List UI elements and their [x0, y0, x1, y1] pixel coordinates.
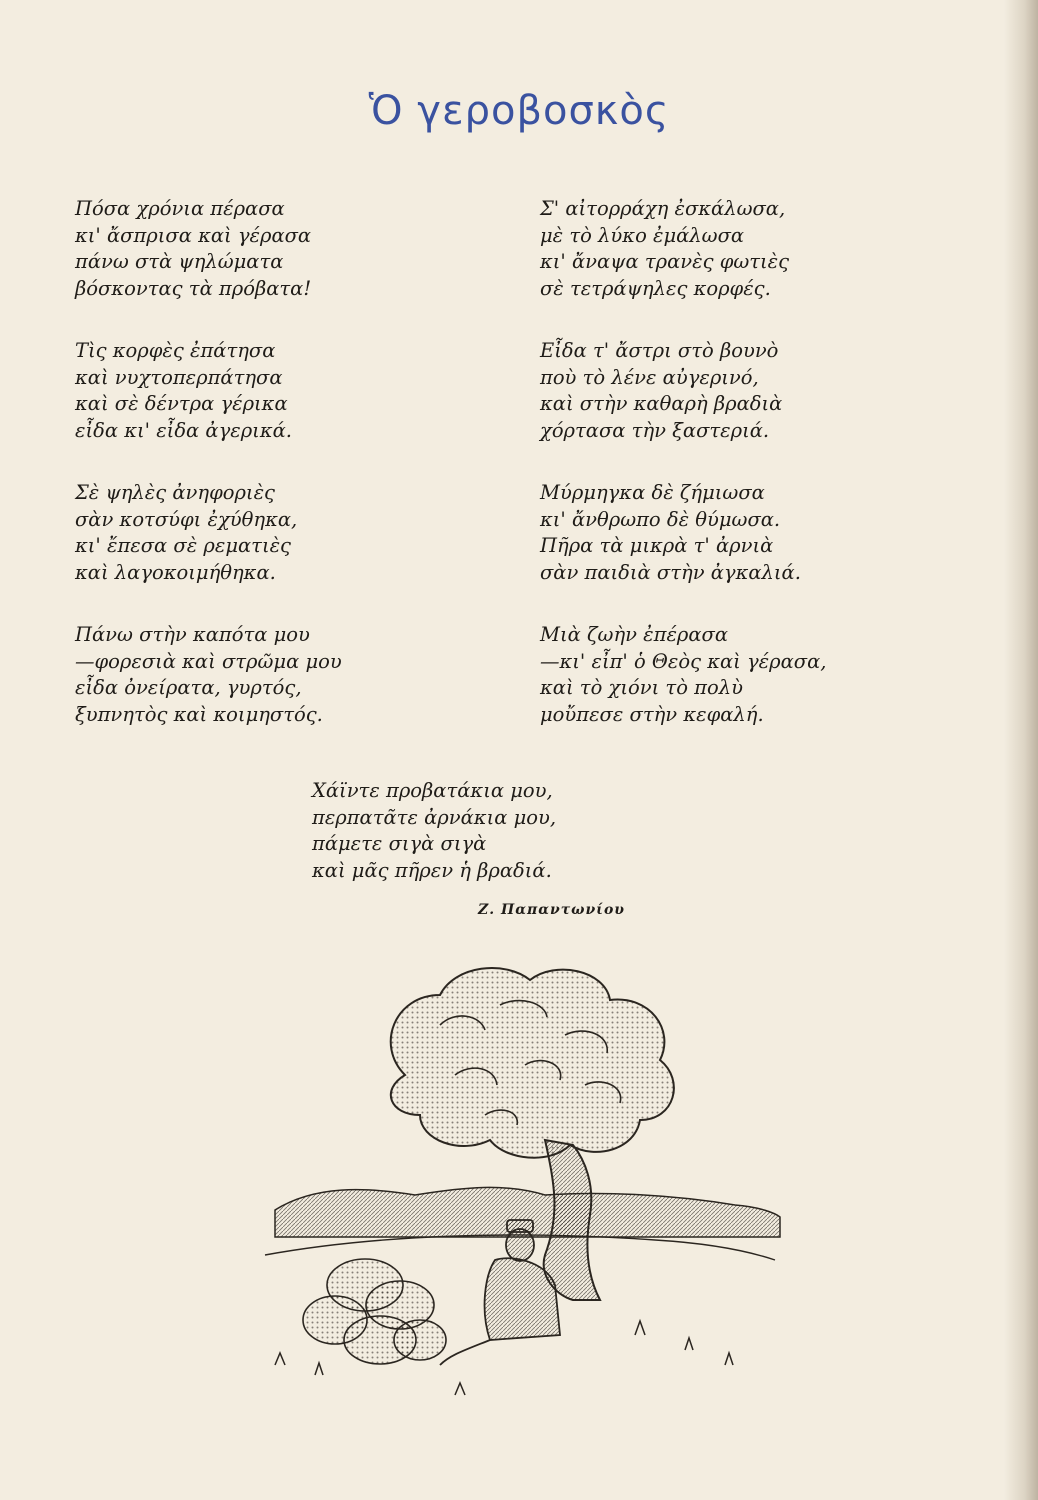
- refrain-line: Χάϊντε προβατάκια μου,: [312, 779, 553, 802]
- poem-line: ποὺ τὸ λένε αὐγερινό,: [540, 365, 759, 389]
- poem-line: σὲ τετράψηλες κορφές.: [540, 276, 771, 300]
- poem-line: μὲ τὸ λύκο ἐμάλωσα: [540, 223, 745, 247]
- poem-line: μοὔπεσε στὴν κεφαλή.: [540, 702, 764, 726]
- poem-line: καὶ σὲ δέντρα γέρικα: [75, 392, 288, 415]
- poem-line: χόρτασα τὴν ξαστεριά.: [540, 418, 770, 442]
- poem-line: Πῆρα τὰ μικρὰ τ' ἀρνιὰ: [540, 534, 774, 557]
- stanza: [75, 622, 405, 728]
- poem-line: Μιὰ ζωὴν ἐπέρασα: [540, 623, 729, 646]
- left-column: [75, 196, 405, 764]
- poem-line: κι' ἄνθρωπο δὲ θύμωσα.: [540, 507, 781, 531]
- stanza: [75, 480, 405, 586]
- refrain-line: καὶ μᾶς πῆρεν ἡ βραδιά.: [312, 858, 552, 882]
- poem-line: σὰν παιδιὰ στὴν ἀγκαλιά.: [540, 560, 801, 584]
- poem-line: —φορεσιὰ καὶ στρῶμα μου: [75, 649, 342, 673]
- sheep-flock: [303, 1259, 446, 1364]
- poem-line: κι' ἄναψα τρανὲς φωτιὲς: [540, 250, 790, 273]
- stanza: [75, 196, 405, 302]
- poem-line: κι' ἔπεσα σὲ ρεματιὲς: [75, 534, 291, 557]
- poem-title: Ὁ γεροβοσκὸς: [368, 88, 670, 134]
- page-edge-shadow: [1004, 0, 1038, 1500]
- poem-line: καὶ νυχτοπερπάτησα: [75, 365, 283, 389]
- poem-line: Σ' αἰτορράχη ἐσκάλωσα,: [540, 197, 786, 220]
- poem-line: Πόσα χρόνια πέρασα: [75, 197, 285, 220]
- shepherd-under-tree-illustration: [255, 955, 785, 1435]
- poem-line: σὰν κοτσύφι ἐχύθηκα,: [75, 507, 298, 531]
- poem-line: κι' ἄσπρισα καὶ γέρασα: [75, 223, 312, 247]
- stanza: [540, 480, 880, 586]
- poem-line: εἶδα ὀνείρατα, γυρτός,: [75, 676, 302, 699]
- refrain-line: πάμετε σιγὰ σιγὰ: [312, 832, 487, 855]
- right-column: [540, 196, 880, 764]
- poem-line: Σὲ ψηλὲς ἀνηφοριὲς: [75, 481, 275, 504]
- poem-line: Πάνω στὴν καπότα μου: [75, 623, 310, 646]
- poem-line: Εἶδα τ' ἄστρι στὸ βουνὸ: [540, 339, 779, 362]
- tree-canopy: [391, 968, 674, 1158]
- refrain-line: περπατᾶτε ἀρνάκια μου,: [312, 805, 557, 829]
- poem-line: βόσκοντας τὰ πρόβατα!: [75, 276, 312, 300]
- refrain-stanza: [312, 778, 652, 884]
- stanza: [540, 622, 880, 728]
- poem-line: εἶδα κι' εἶδα ἀγερικά.: [75, 418, 292, 442]
- poem-line: Τὶς κορφὲς ἐπάτησα: [75, 339, 276, 362]
- poem-line: καὶ λαγοκοιμήθηκα.: [75, 560, 276, 584]
- illustration-drawing: [255, 955, 785, 1435]
- poem-line: Μύρμηγκα δὲ ζήμιωσα: [540, 481, 765, 504]
- poem-line: ξυπνητὸς καὶ κοιμηστός.: [75, 702, 323, 726]
- stanza: [75, 338, 405, 444]
- stanza: [540, 338, 880, 444]
- poem-line: —κι' εἶπ' ὁ Θεὸς καὶ γέρασα,: [540, 649, 827, 673]
- poem-line: καὶ τὸ χιόνι τὸ πολὺ: [540, 676, 743, 699]
- shepherd-figure: [440, 1220, 560, 1365]
- stanza: [540, 196, 880, 302]
- author-signature: Ζ. Παπαντωνίου: [478, 902, 625, 918]
- poem-line: πάνω στὰ ψηλώματα: [75, 250, 284, 273]
- poem-line: καὶ στὴν καθαρὴ βραδιὰ: [540, 392, 783, 415]
